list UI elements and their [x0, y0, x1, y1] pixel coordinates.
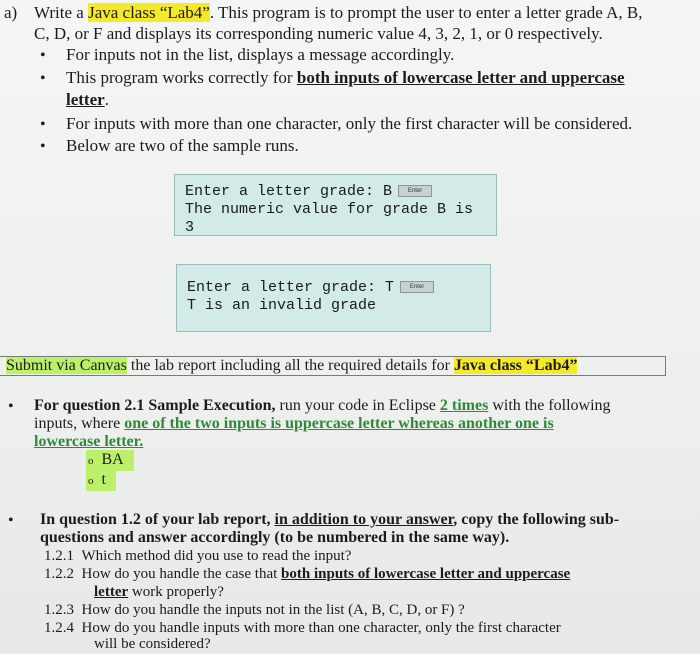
class-name-highlight: Java class “Lab4” [88, 3, 210, 22]
bullet-dot: • [8, 512, 14, 529]
bullet-2-end: . [104, 90, 109, 109]
q21-option-2-box [86, 470, 116, 491]
bullet-dot: • [40, 116, 46, 133]
bullet-1-text: For inputs not in the list, displays a message accordingly. [66, 45, 455, 64]
submit-middle: the lab report including all the required details for [126, 357, 454, 374]
q12-item-4-text: How do you handle inputs with more than one character, only the first character [81, 620, 561, 636]
q12-item-1-num: 1.2.1 [44, 548, 74, 564]
bullet-2-line2 [66, 90, 686, 110]
console1-input: B [383, 183, 393, 200]
q21-line2 [34, 414, 674, 434]
console1-prompt: Enter a letter grade: [185, 183, 384, 200]
submit-line [6, 356, 666, 376]
q12-item-2-bold: both inputs of lowercase letter and uppercase [281, 566, 571, 582]
q21-option-1 [86, 450, 286, 471]
q21-bold-intro: For question 2.1 Sample Execution, [34, 397, 276, 414]
console1-line2: The numeric value for grade B is 3 [185, 201, 474, 236]
bullet-dot: • [40, 47, 46, 64]
q12-item-2-text: How do you handle the case that [81, 566, 282, 582]
section-a-line2: C, D, or F and displays its corresponding numeric value 4, 3, 2, 1, or 0 respectively. [34, 24, 603, 43]
sample-run-1-console [174, 174, 497, 236]
q21-option-2 [86, 470, 286, 491]
bullet-dot: • [40, 138, 46, 155]
sample-run-2-console [176, 264, 491, 332]
console2-line1 [187, 279, 480, 297]
q12-line2: questions and answer accordingly (to be numbered in the same way). [40, 529, 510, 546]
q12-bold-intro: In question 1.2 of your lab report, [40, 511, 275, 528]
intro-text-2: . This program is to prompt the user to enter a letter grade A, B, [209, 3, 643, 22]
submit-highlight: Submit via Canvas [6, 357, 127, 374]
q21-line2-plain: inputs, where [34, 415, 125, 432]
q21-option-2-text: t [101, 471, 106, 488]
q21-line3-green: lowercase letter. [34, 433, 144, 450]
bullet-4-text: Below are two of the sample runs. [66, 136, 299, 155]
q12-item-1 [44, 546, 684, 566]
q12-item-2-num: 1.2.2 [44, 566, 74, 582]
q21-line1 [34, 396, 674, 416]
q12-item-2 [44, 564, 684, 584]
console2-input: T [385, 279, 395, 296]
q12-bold-rest: , copy the following sub- [453, 511, 620, 528]
q12-item-1-text: Which method did you use to read the input? [81, 548, 352, 564]
bullet-2-bold-2: letter [66, 90, 105, 109]
console2-prompt: Enter a letter grade: [187, 279, 386, 296]
q12-bold-ul: in addition to your answer [274, 511, 454, 528]
bullet-2-plain: This program works correctly for [66, 68, 297, 87]
bullet-3-text: For inputs with more than one character, only the first character will be considered. [66, 114, 633, 133]
bullet-2-bold: both inputs of lowercase letter and uppercase [296, 68, 625, 87]
enter-key-icon: Enter [400, 281, 434, 293]
q21-option-1-text: BA [101, 451, 124, 468]
q21-option-1-box [86, 450, 134, 471]
bullet-2-line1 [66, 68, 686, 88]
console2-line2: T is an invalid grade [187, 297, 377, 314]
q12-item-2-line2-rest: work properly? [128, 584, 224, 600]
q12-item-4-num: 1.2.4 [44, 620, 74, 636]
q12-item-3-text: How do you handle the inputs not in the list (A, B, C, D, or F) ? [81, 602, 465, 618]
intro-text-1: Write a [34, 3, 84, 22]
circle-bullet-icon: o [88, 455, 94, 467]
enter-key-icon: Enter [398, 185, 432, 197]
q21-text2: with the following [488, 397, 611, 414]
console1-line1 [185, 183, 486, 201]
q21-line3 [34, 432, 674, 452]
q12-item-2-line2-bold: letter [94, 584, 129, 600]
q21-line2-green: one of the two inputs is uppercase letter whereas another one is [124, 415, 554, 432]
bullet-dot: • [8, 398, 14, 415]
q21-text1: run your code in Eclipse [275, 397, 440, 414]
q12-item-3 [44, 600, 684, 620]
q12-item-4-line2: will be considered? [94, 636, 211, 652]
q12-item-3-num: 1.2.3 [44, 602, 74, 618]
section-a-label: a) [4, 3, 18, 22]
bullet-dot: • [40, 70, 46, 87]
q12-item-2-line2 [94, 582, 694, 602]
circle-bullet-icon: o [88, 475, 94, 487]
submit-class-name: Java class “Lab4” [453, 357, 578, 374]
q21-times: 2 times [439, 397, 489, 414]
q12-line1 [40, 510, 680, 530]
